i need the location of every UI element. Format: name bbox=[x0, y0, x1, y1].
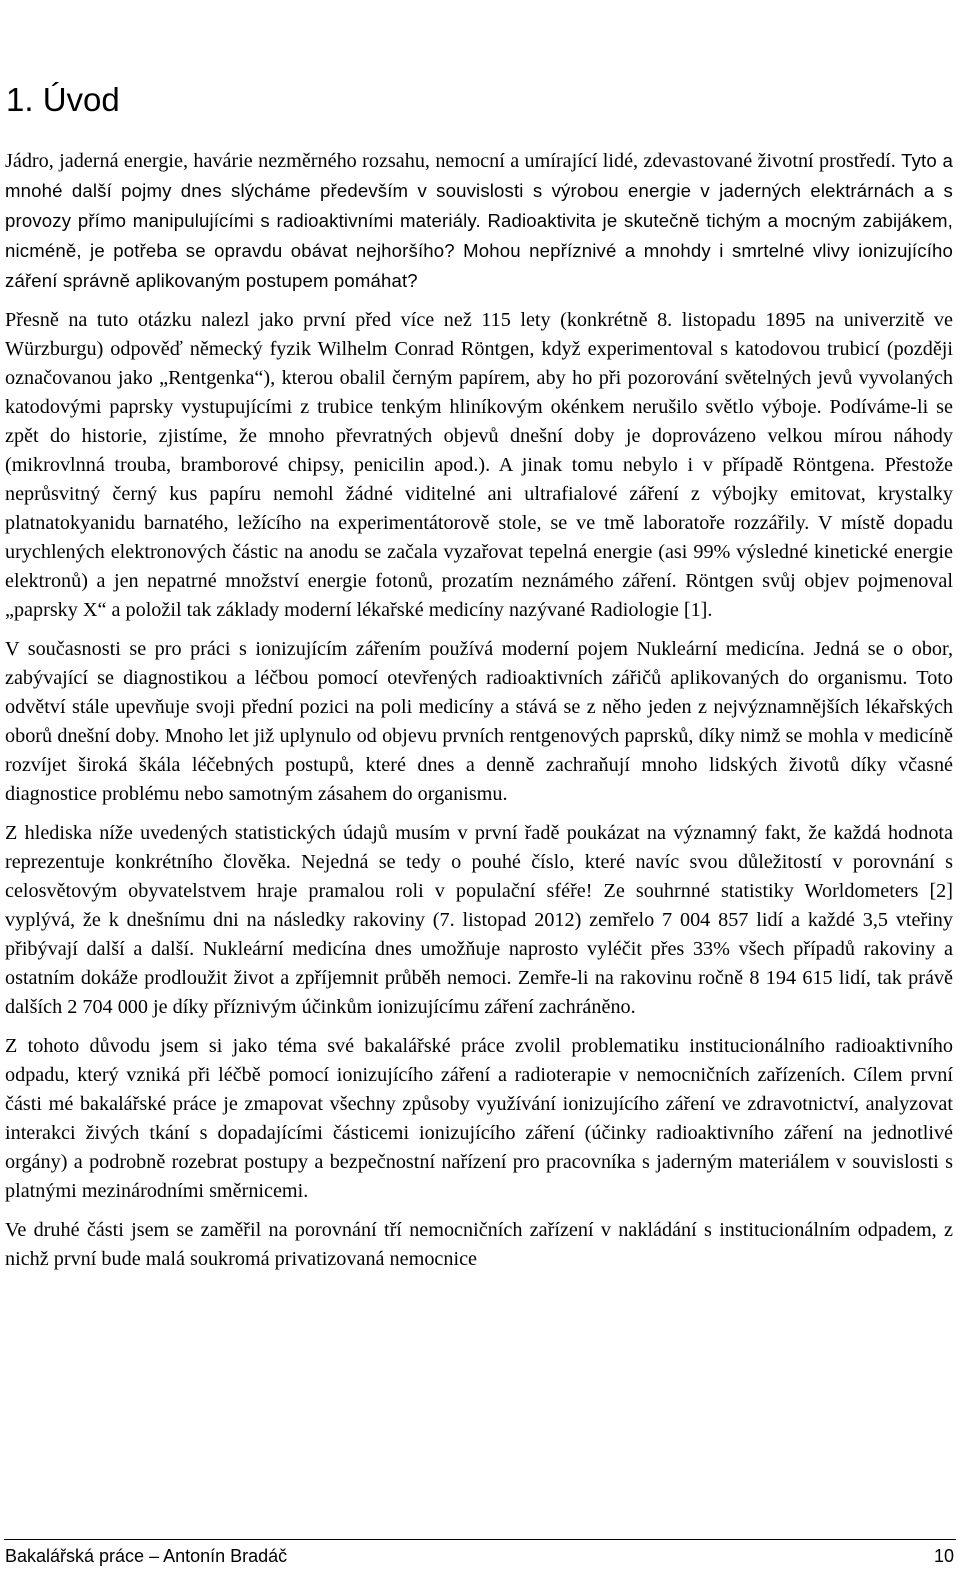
page-title: 1. Úvod bbox=[6, 81, 120, 118]
sentence: V současnosti se pro práci s ionizujícím zářením používá moderní pojem Nukleární medicína. Jedná se o obor, zabývající se diagnostikou a léčbou pomocí otevřených radioaktivních zářičů aplikovaných do organismu. Toto odvětví stále upevňuje svoji přední pozici na poli medicíny a stává se z něho jeden z nejvýznamnějších lékařských oborů dnešní doby. Mnoho let již uplynulo od objevu prvních rentgenových paprsků, díky nimž se mohla v medicíně rozvíjet široká škála léčebných postupů, které dnes a denně zachraňují mnoho lidských životů díky včasné diagnostice problému nebo samotným zásahem do organismu. bbox=[5, 638, 953, 805]
sentence: Ve druhé části jsem se zaměřil na porovnání tří nemocničních zařízení v nakládání s institucionálním odpadem, z nichž první bude malá soukromá privatizovaná nemocnice bbox=[5, 1219, 953, 1270]
footer-author: Bakalářská práce – Antonín Bradáč bbox=[5, 1546, 288, 1566]
sentence: Z hlediska níže uvedených statistických údajů musím v první řadě poukázat na významný fakt, že každá hodnota reprezentuje konkrétního člověka. Nejedná se tedy o pouhé číslo, které navíc svou důležitostí v porovnání s celosvětovým obyvatelstvem hraje pramalou roli v populační sféře! Ze souhrnné statistiky Worldometers [2] vyplývá, že k dnešnímu dni na následky rakoviny (7. listopad 2012) zemřelo 7 004 857 lidí a každé 3,5 vteřiny přibývají další a další. Nukleární medicína dnes umožňuje naprosto vyléčit přes 33% všech případů rakoviny a ostatním dokáže prodloužit život a zpříjemnit průběh nemoci. Zemře-li na rakovinu ročně 8 194 615 lidí, tak právě dalších 2 704 000 je díky příznivým účinkům ionizujícímu záření zachráněno. bbox=[5, 822, 953, 1018]
sentence: Přesně na tuto otázku nalezl jako první před více než 115 lety (konkrétně 8. listopadu 1895 na univerzitě ve Würzburgu) odpověď německý fyzik Wilhelm Conrad Röntgen, když experimentoval s katodovou trubicí (později označovanou jako „Rentgenka“), kterou obalil černým papírem, aby ho při pozorování světelných jevů vyvolaných katodovými paprsky vystupujícími z trubice tenkým hliníkovým okénkem nerušilo světlo výboje. Podíváme-li se zpět do historie, zjistíme, že mnoho převratných objevů dnešní doby je doprovázeno velkou mírou náhody (mikrovlnná trouba, bramborové chipsy, penicilin apod.). A jinak tomu nebylo i v případě Röntgena. Přestože neprůsvitný černý kus papíru nemohl žádné viditelné ani ultrafialové záření z výbojky emitovat, krystalky platnatokyanidu barnatého, ležícího na experimentátorově stole, se ve tmě laboratoře rozzářily. V místě dopadu urychlených elektronových částic na anodu se začala vyzařovat tepelná energie (asi 99% výsledné kinetické energie elektronů) a jen nepatrné množství energie fotonů, prozatím neznámého záření. Röntgen svůj objev pojmenoval „paprsky X“ a položil tak základy moderní lékařské medicíny nazývané Radiologie [1]. bbox=[5, 309, 953, 621]
footer-divider bbox=[4, 1539, 956, 1540]
body-text bbox=[5, 146, 953, 1284]
sentence: Jádro, jaderná energie, havárie nezměrného rozsahu, nemocní a umírající lidé, zdevastované životní prostředí. bbox=[5, 150, 896, 172]
sentence: Tyto a mnohé další pojmy dnes slýcháme především v souvislosti s výrobou energie v jaderných elektrárnách a s provozy přímo manipulujícími s radioaktivními materiály. Radioaktivita je skutečně tichým a mocným zabijákem, nicméně, je potřeba se opravdu obávat nejhoršího? Mohou nepříznivé a mnohdy i smrtelné vlivy ionizujícího záření správně aplikovaným postupem pomáhat? bbox=[5, 150, 953, 291]
paragraph bbox=[5, 635, 953, 809]
paragraph bbox=[5, 1032, 953, 1206]
paragraph bbox=[5, 1216, 953, 1274]
paragraph bbox=[5, 306, 953, 625]
page-number: 10 bbox=[933, 1546, 954, 1566]
sentence: Z tohoto důvodu jsem si jako téma své bakalářské práce zvolil problematiku institucionálního radioaktivního odpadu, který vzniká při léčbě pomocí ionizujícího záření a radioterapie v nemocničních zařízeních. Cílem první části mé bakalářské práce je zmapovat všechny způsoby využívání ionizujícího záření ve zdravotnictví, analyzovat interakci živých tkání s dopadajícími částicemi ionizujícího záření (účinky radioaktivního záření na jednotlivé orgány) a podrobně rozebrat postupy a bezpečnostní nařízení pro pracovníka s jaderným materiálem v souvislosti s platnými mezinárodními směrnicemi. bbox=[5, 1035, 953, 1202]
paragraph bbox=[5, 146, 953, 296]
paragraph bbox=[5, 819, 953, 1022]
